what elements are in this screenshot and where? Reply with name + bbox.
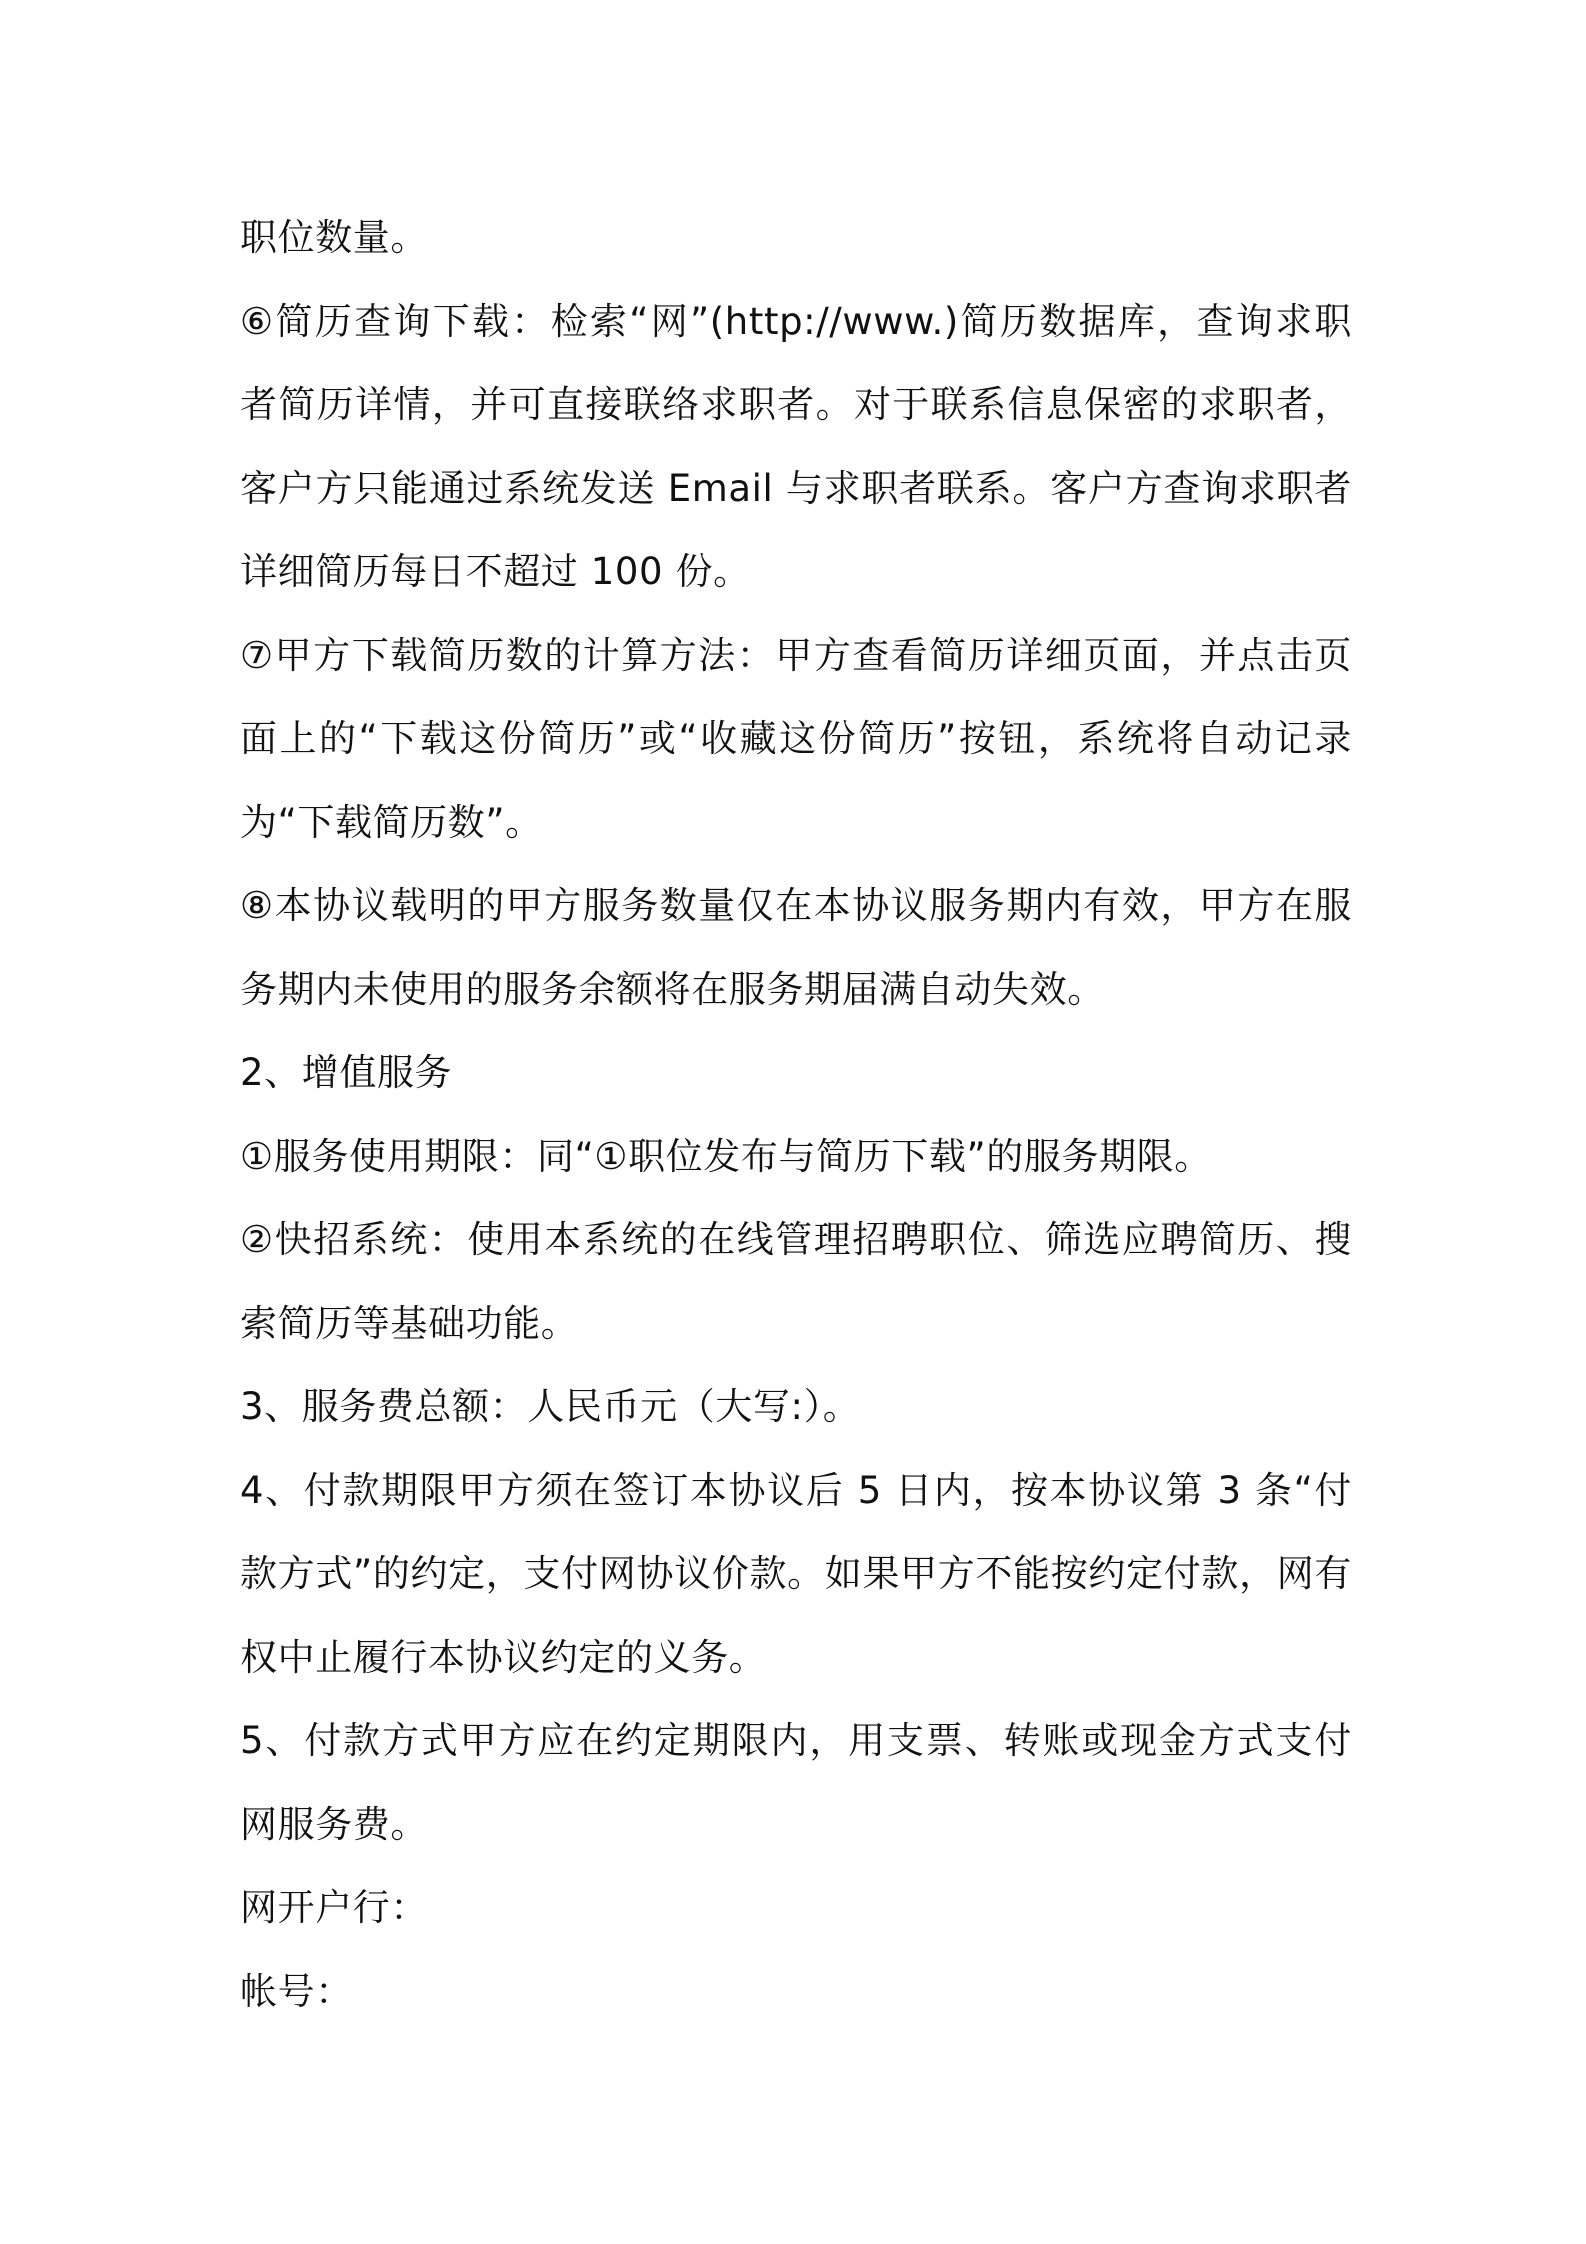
paragraph-quick-recruit-system: ②快招系统：使用本系统的在线管理招聘职位、筛选应聘简历、搜索简历等基础功能。	[240, 1218, 1352, 1345]
paragraph-position-count: 职位数量。	[240, 216, 428, 259]
paragraph-bank-name: 网开户行：	[240, 1886, 428, 1929]
heading-value-added-services: 2、增值服务	[240, 1051, 453, 1094]
paragraph-download-count-method: ⑦甲方下载简历数的计算方法：甲方查看简历详细页面，并点击页面上的“下载这份简历”或“收藏这份简历”按钮，系统将自动记录为“下载简历数”。	[240, 633, 1352, 844]
paragraph-resume-search: ⑥简历查询下载：检索“网”(http://www.)简历数据库，查询求职者简历详情，并可直接联络求职者。对于联系信息保密的求职者，客户方只能通过系统发送 Email 与求职者联系。客户方查询求职者详细简历每日不超过 100 份。	[240, 299, 1352, 593]
paragraph-service-term: ①服务使用期限：同“①职位发布与简历下载”的服务期限。	[240, 1134, 1212, 1178]
paragraph-payment-deadline: 4、付款期限甲方须在签订本协议后 5 日内，按本协议第 3 条“付款方式”的约定，支付网协议价款。如果甲方不能按约定付款，网有权中止履行本协议约定的义务。	[240, 1468, 1352, 1679]
paragraph-payment-method: 5、付款方式甲方应在约定期限内，用支票、转账或现金方式支付网服务费。	[240, 1719, 1352, 1846]
paragraph-total-fee: 3、服务费总额：人民币元（大写:）。	[240, 1385, 861, 1428]
paragraph-service-validity: ⑧本协议载明的甲方服务数量仅在本协议服务期内有效，甲方在服务期内未使用的服务余额将在服务期届满自动失效。	[240, 884, 1352, 1011]
document-body	[240, 196, 1352, 2033]
paragraph-account-number: 帐号：	[240, 1969, 353, 2013]
